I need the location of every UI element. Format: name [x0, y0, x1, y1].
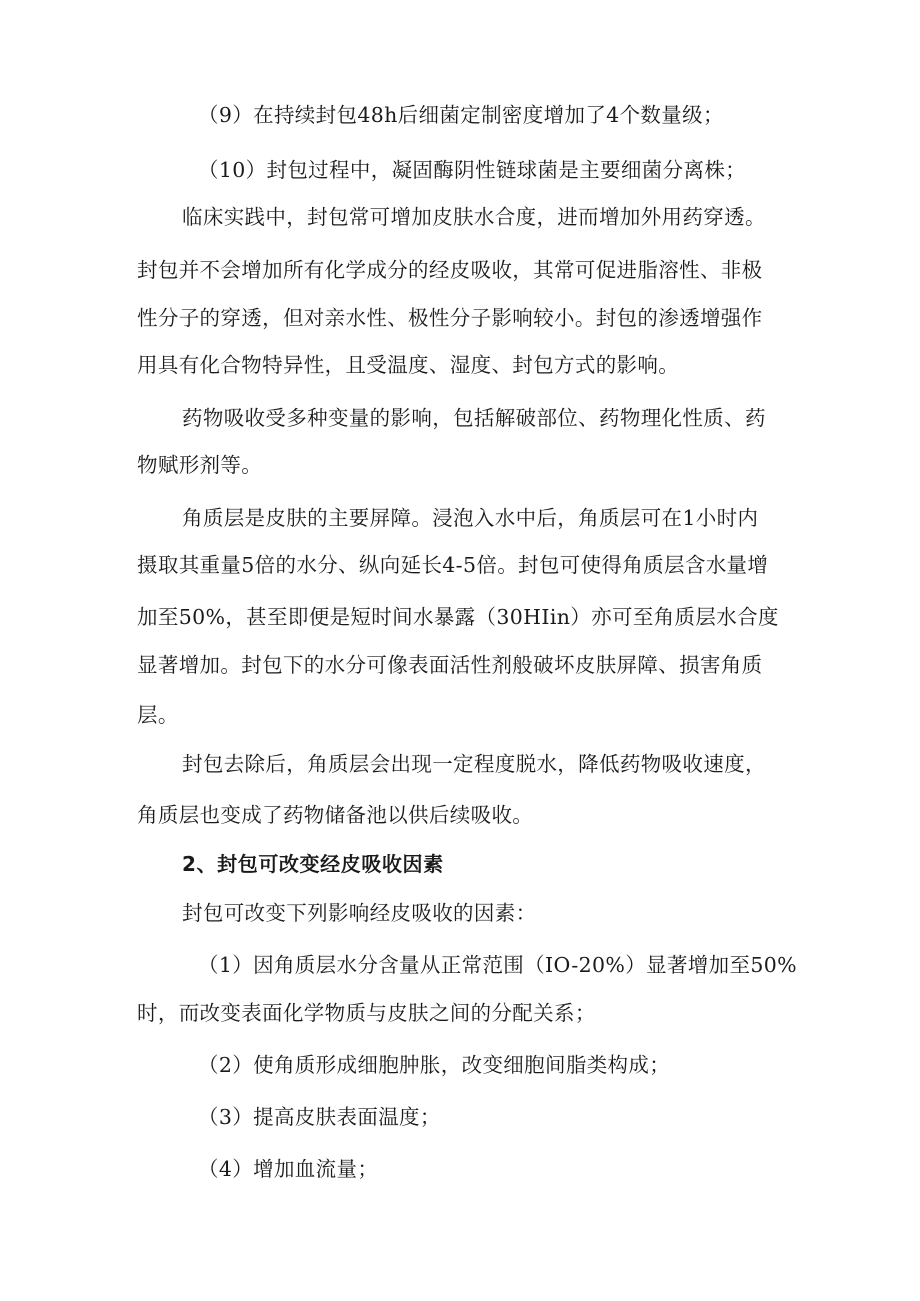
text-line: 角质层是皮肤的主要屏障。浸泡入水中后，角质层可在1小时内 [182, 506, 759, 530]
text-line: 药物吸收受多种变量的影响，包括解破部位、药物理化性质、药 [182, 406, 766, 430]
text-line: 物赋形剂等。 [137, 453, 263, 477]
text-line: 加至50%，甚至即便是短时间水暴露（30HIin）亦可至角质层水合度 [137, 605, 779, 629]
text-line: 封包可改变下列影响经皮吸收的因素： [182, 901, 537, 925]
text-line: 封包并不会增加所有化学成分的经皮吸收，其常可促进脂溶性、非极 [137, 258, 763, 282]
text-line: 性分子的穿透，但对亲水性、极性分子影响较小。封包的渗透增强作 [137, 306, 763, 330]
text-line: 用具有化合物特异性，且受温度、湿度、封包方式的影响。 [137, 353, 680, 377]
text-line: （4）增加血流量； [198, 1157, 379, 1181]
text-line: 层。 [137, 703, 179, 727]
text-line: （3）提高皮肤表面温度； [198, 1105, 441, 1129]
text-line: 摄取其重量5倍的水分、纵向延长4-5倍。封包可使得角质层含水量增 [137, 553, 769, 577]
section-heading: 2、封包可改变经皮吸收因素 [182, 852, 444, 876]
text-line: 角质层也变成了药物储备池以供后续吸收。 [137, 803, 534, 827]
text-line: （10）封包过程中，凝固酶阴性链球菌是主要细菌分离株； [198, 158, 747, 182]
text-line: 显著增加。封包下的水分可像表面活性剂般破坏皮肤屏障、损害角质 [137, 653, 763, 677]
text-line: 时，而改变表面化学物质与皮肤之间的分配关系； [137, 1001, 596, 1025]
text-line: （1）因角质层水分含量从正常范围（IO-20%）显著增加至50% [198, 953, 797, 977]
text-line: 封包去除后，角质层会出现一定程度脱水，降低药物吸收速度， [182, 752, 766, 776]
text-line: （2）使角质形成细胞肿胀，改变细胞间脂类构成； [198, 1053, 671, 1077]
text-line: （9）在持续封包48h后细菌定制密度增加了4个数量级； [198, 103, 724, 127]
text-line: 临床实践中，封包常可增加皮肤水合度，进而增加外用药穿透。 [182, 205, 766, 229]
